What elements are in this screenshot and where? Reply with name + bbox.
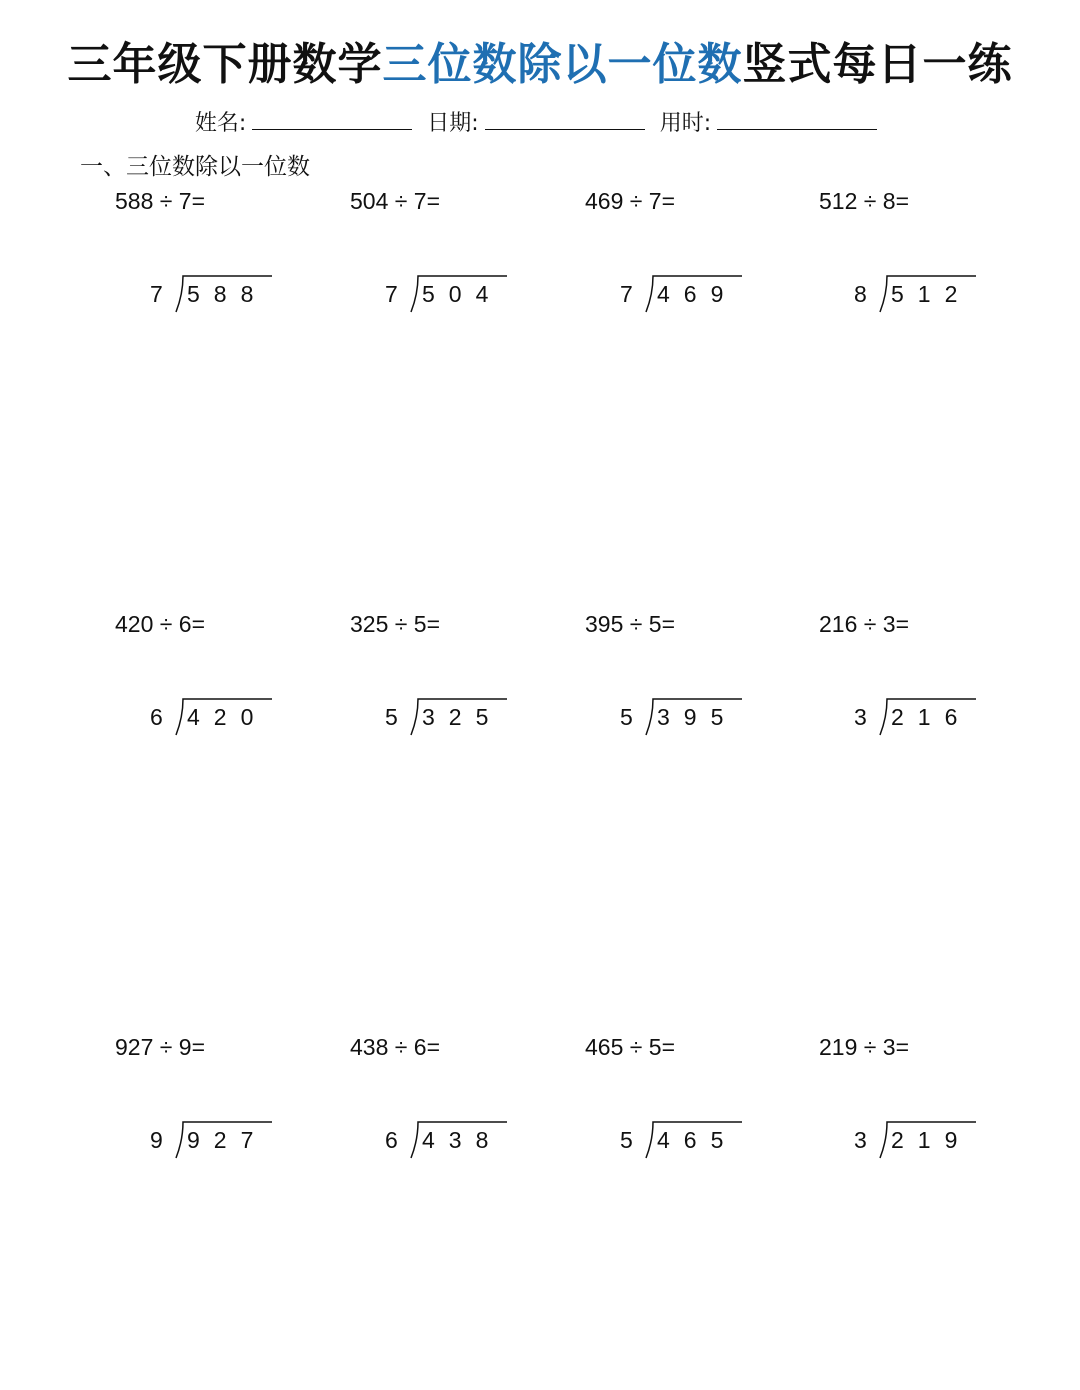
long-division	[620, 274, 745, 314]
divisor: 3	[854, 704, 867, 730]
problem-equation: 512 ÷ 8=	[819, 188, 910, 214]
dividend: 465	[657, 1127, 738, 1153]
problem-equation: 219 ÷ 3=	[819, 1034, 910, 1060]
dividend: 927	[187, 1127, 268, 1153]
problem-equation: 438 ÷ 6=	[350, 1034, 441, 1060]
dividend: 469	[657, 281, 738, 307]
long-division	[620, 1120, 745, 1160]
long-division	[854, 1120, 979, 1160]
page-title	[0, 28, 1080, 92]
title-part-1: 三年级下册数学	[67, 39, 383, 90]
divisor: 5	[620, 704, 633, 730]
problem-equation: 469 ÷ 7=	[585, 188, 676, 214]
problem-equation: 395 ÷ 5=	[585, 611, 676, 637]
title-part-2: 竖式每日一练	[742, 39, 1013, 90]
date-label: 日期:	[427, 111, 479, 136]
problem-item	[819, 188, 1049, 348]
title-highlight: 三位数除以一位数	[382, 39, 743, 90]
long-division	[385, 697, 510, 737]
problem-item	[115, 188, 345, 348]
divisor: 5	[385, 704, 398, 730]
divisor: 6	[150, 704, 163, 730]
dividend: 216	[891, 704, 972, 730]
dividend: 325	[422, 704, 503, 730]
section-title: 一、三位数除以一位数	[80, 154, 310, 180]
divisor: 3	[854, 1127, 867, 1153]
date-blank[interactable]	[485, 109, 645, 130]
divisor: 5	[620, 1127, 633, 1153]
divisor: 7	[620, 281, 633, 307]
long-division	[385, 274, 510, 314]
problem-equation: 465 ÷ 5=	[585, 1034, 676, 1060]
problem-item	[819, 611, 1049, 771]
problem-item	[350, 611, 580, 771]
name-label: 姓名:	[194, 111, 247, 136]
dividend: 395	[657, 704, 738, 730]
problem-equation: 588 ÷ 7=	[115, 188, 206, 214]
long-division	[854, 697, 979, 737]
problem-item	[585, 1034, 815, 1194]
long-division	[854, 274, 979, 314]
divisor: 7	[150, 281, 163, 307]
dividend: 512	[891, 281, 972, 307]
problem-item	[115, 611, 345, 771]
problem-item	[819, 1034, 1049, 1194]
student-info-row	[0, 106, 1080, 137]
dividend: 420	[187, 704, 268, 730]
divisor: 7	[385, 281, 398, 307]
divisor: 8	[854, 281, 867, 307]
dividend: 504	[422, 281, 503, 307]
name-blank[interactable]	[252, 109, 412, 130]
time-blank[interactable]	[717, 109, 877, 130]
dividend: 438	[422, 1127, 503, 1153]
long-division	[150, 274, 275, 314]
long-division	[620, 697, 745, 737]
problem-item	[585, 188, 815, 348]
time-label: 用时:	[659, 111, 712, 136]
dividend: 588	[187, 281, 268, 307]
problem-equation: 504 ÷ 7=	[350, 188, 441, 214]
problem-item	[350, 1034, 580, 1194]
problem-item	[585, 611, 815, 771]
problem-equation: 325 ÷ 5=	[350, 611, 441, 637]
problem-equation: 420 ÷ 6=	[115, 611, 206, 637]
long-division	[150, 697, 275, 737]
problem-equation: 216 ÷ 3=	[819, 611, 910, 637]
problem-item	[115, 1034, 345, 1194]
dividend: 219	[891, 1127, 972, 1153]
problem-item	[350, 188, 580, 348]
long-division	[150, 1120, 275, 1160]
long-division	[385, 1120, 510, 1160]
problem-equation: 927 ÷ 9=	[115, 1034, 206, 1060]
divisor: 6	[385, 1127, 398, 1153]
divisor: 9	[150, 1127, 163, 1153]
